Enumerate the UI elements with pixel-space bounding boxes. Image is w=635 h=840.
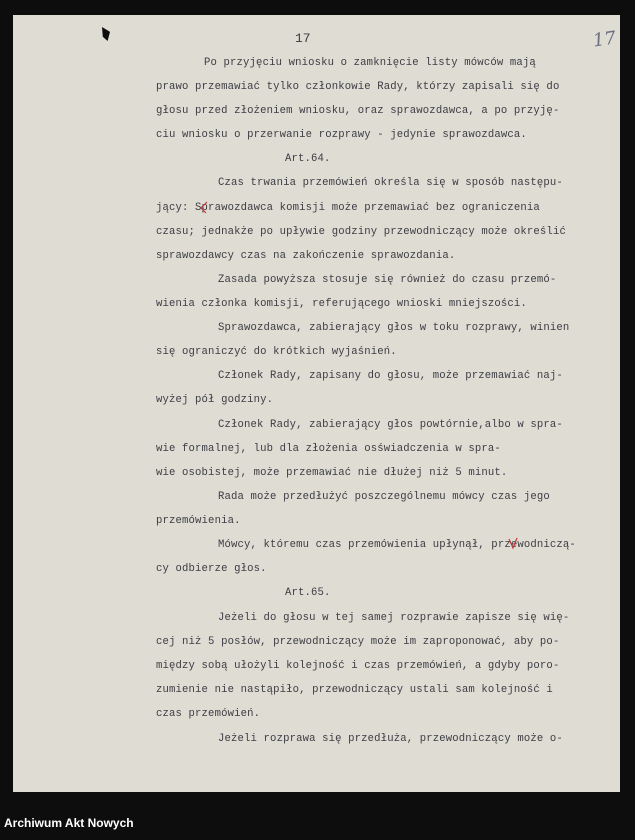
text-line: głosu przed złożeniem wniosku, oraz sprawozdawca, a po przyję- (156, 105, 560, 117)
text-line: się ograniczyć do krótkich wyjaśnień. (156, 346, 397, 358)
text-line: Po przyjęciu wniosku o zamknięcie listy mówców mają (204, 57, 536, 69)
article-heading: Art.64. (285, 153, 331, 165)
text-line: wie formalnej, lub dla złożenia osświadczenia w spra- (156, 443, 501, 455)
text-line: jący: Sprawozdawca komisji może przemawiać bez ograniczenia (156, 202, 540, 214)
text-line: prawo przemawiać tylko członkowie Rady, którzy zapisali się do (156, 81, 560, 93)
text-line: wyżej pół godziny. (156, 394, 274, 406)
punch-mark (102, 27, 110, 41)
text-line: ciu wniosku o przerwanie rozprawy - jedynie sprawozdawca. (156, 129, 527, 141)
text-line: cy odbierze głos. (156, 563, 267, 575)
text-line: czas przemówień. (156, 708, 261, 720)
page-number: 17 (295, 31, 311, 46)
text-line: między sobą ułożyli kolejność i czas przemówień, a gdyby poro- (156, 660, 560, 672)
text-line: Jeżeli rozprawa się przedłuża, przewodniczący może o- (218, 733, 563, 745)
text-line: Jeżeli do głosu w tej samej rozprawie zapisze się wię- (218, 612, 570, 624)
text-line: Członek Rady, zapisany do głosu, może przemawiać naj- (218, 370, 563, 382)
text-line: Czas trwania przemówień określa się w sposób następu- (218, 177, 563, 189)
article-heading: Art.65. (285, 587, 331, 599)
text-line: cej niż 5 posłów, przewodniczący może im zaproponować, aby po- (156, 636, 560, 648)
archive-watermark-label: Archiwum Akt Nowych (4, 816, 134, 830)
text-line: Zasada powyższa stosuje się również do czasu przemó- (218, 274, 557, 286)
text-line: Sprawozdawca, zabierający głos w toku rozprawy, winien (218, 322, 570, 334)
red-pencil-mark (507, 537, 519, 551)
text-line: przemówienia. (156, 515, 241, 527)
red-pencil-mark (198, 201, 210, 215)
text-line: Mówcy, któremu czas przemówienia upłynął, przewodniczą- (218, 539, 576, 551)
text-line: zumienie nie nastąpiło, przewodniczący ustali sam kolejność i (156, 684, 553, 696)
text-line: wienia członka komisji, referującego wnioski mniejszości. (156, 298, 527, 310)
text-line: czasu; jednakże po upływie godziny przewodniczący może określić (156, 226, 566, 238)
text-line: Rada może przedłużyć poszczególnemu mówcy czas jego (218, 491, 550, 503)
handwritten-folio-number: 17 (591, 27, 618, 52)
document-page (13, 15, 620, 792)
text-line: wie osobistej, może przemawiać nie dłużej niż 5 minut. (156, 467, 508, 479)
text-line: Członek Rady, zabierający głos powtórnie,albo w spra- (218, 419, 563, 431)
text-line: sprawozdawcy czas na zakończenie sprawozdania. (156, 250, 456, 262)
